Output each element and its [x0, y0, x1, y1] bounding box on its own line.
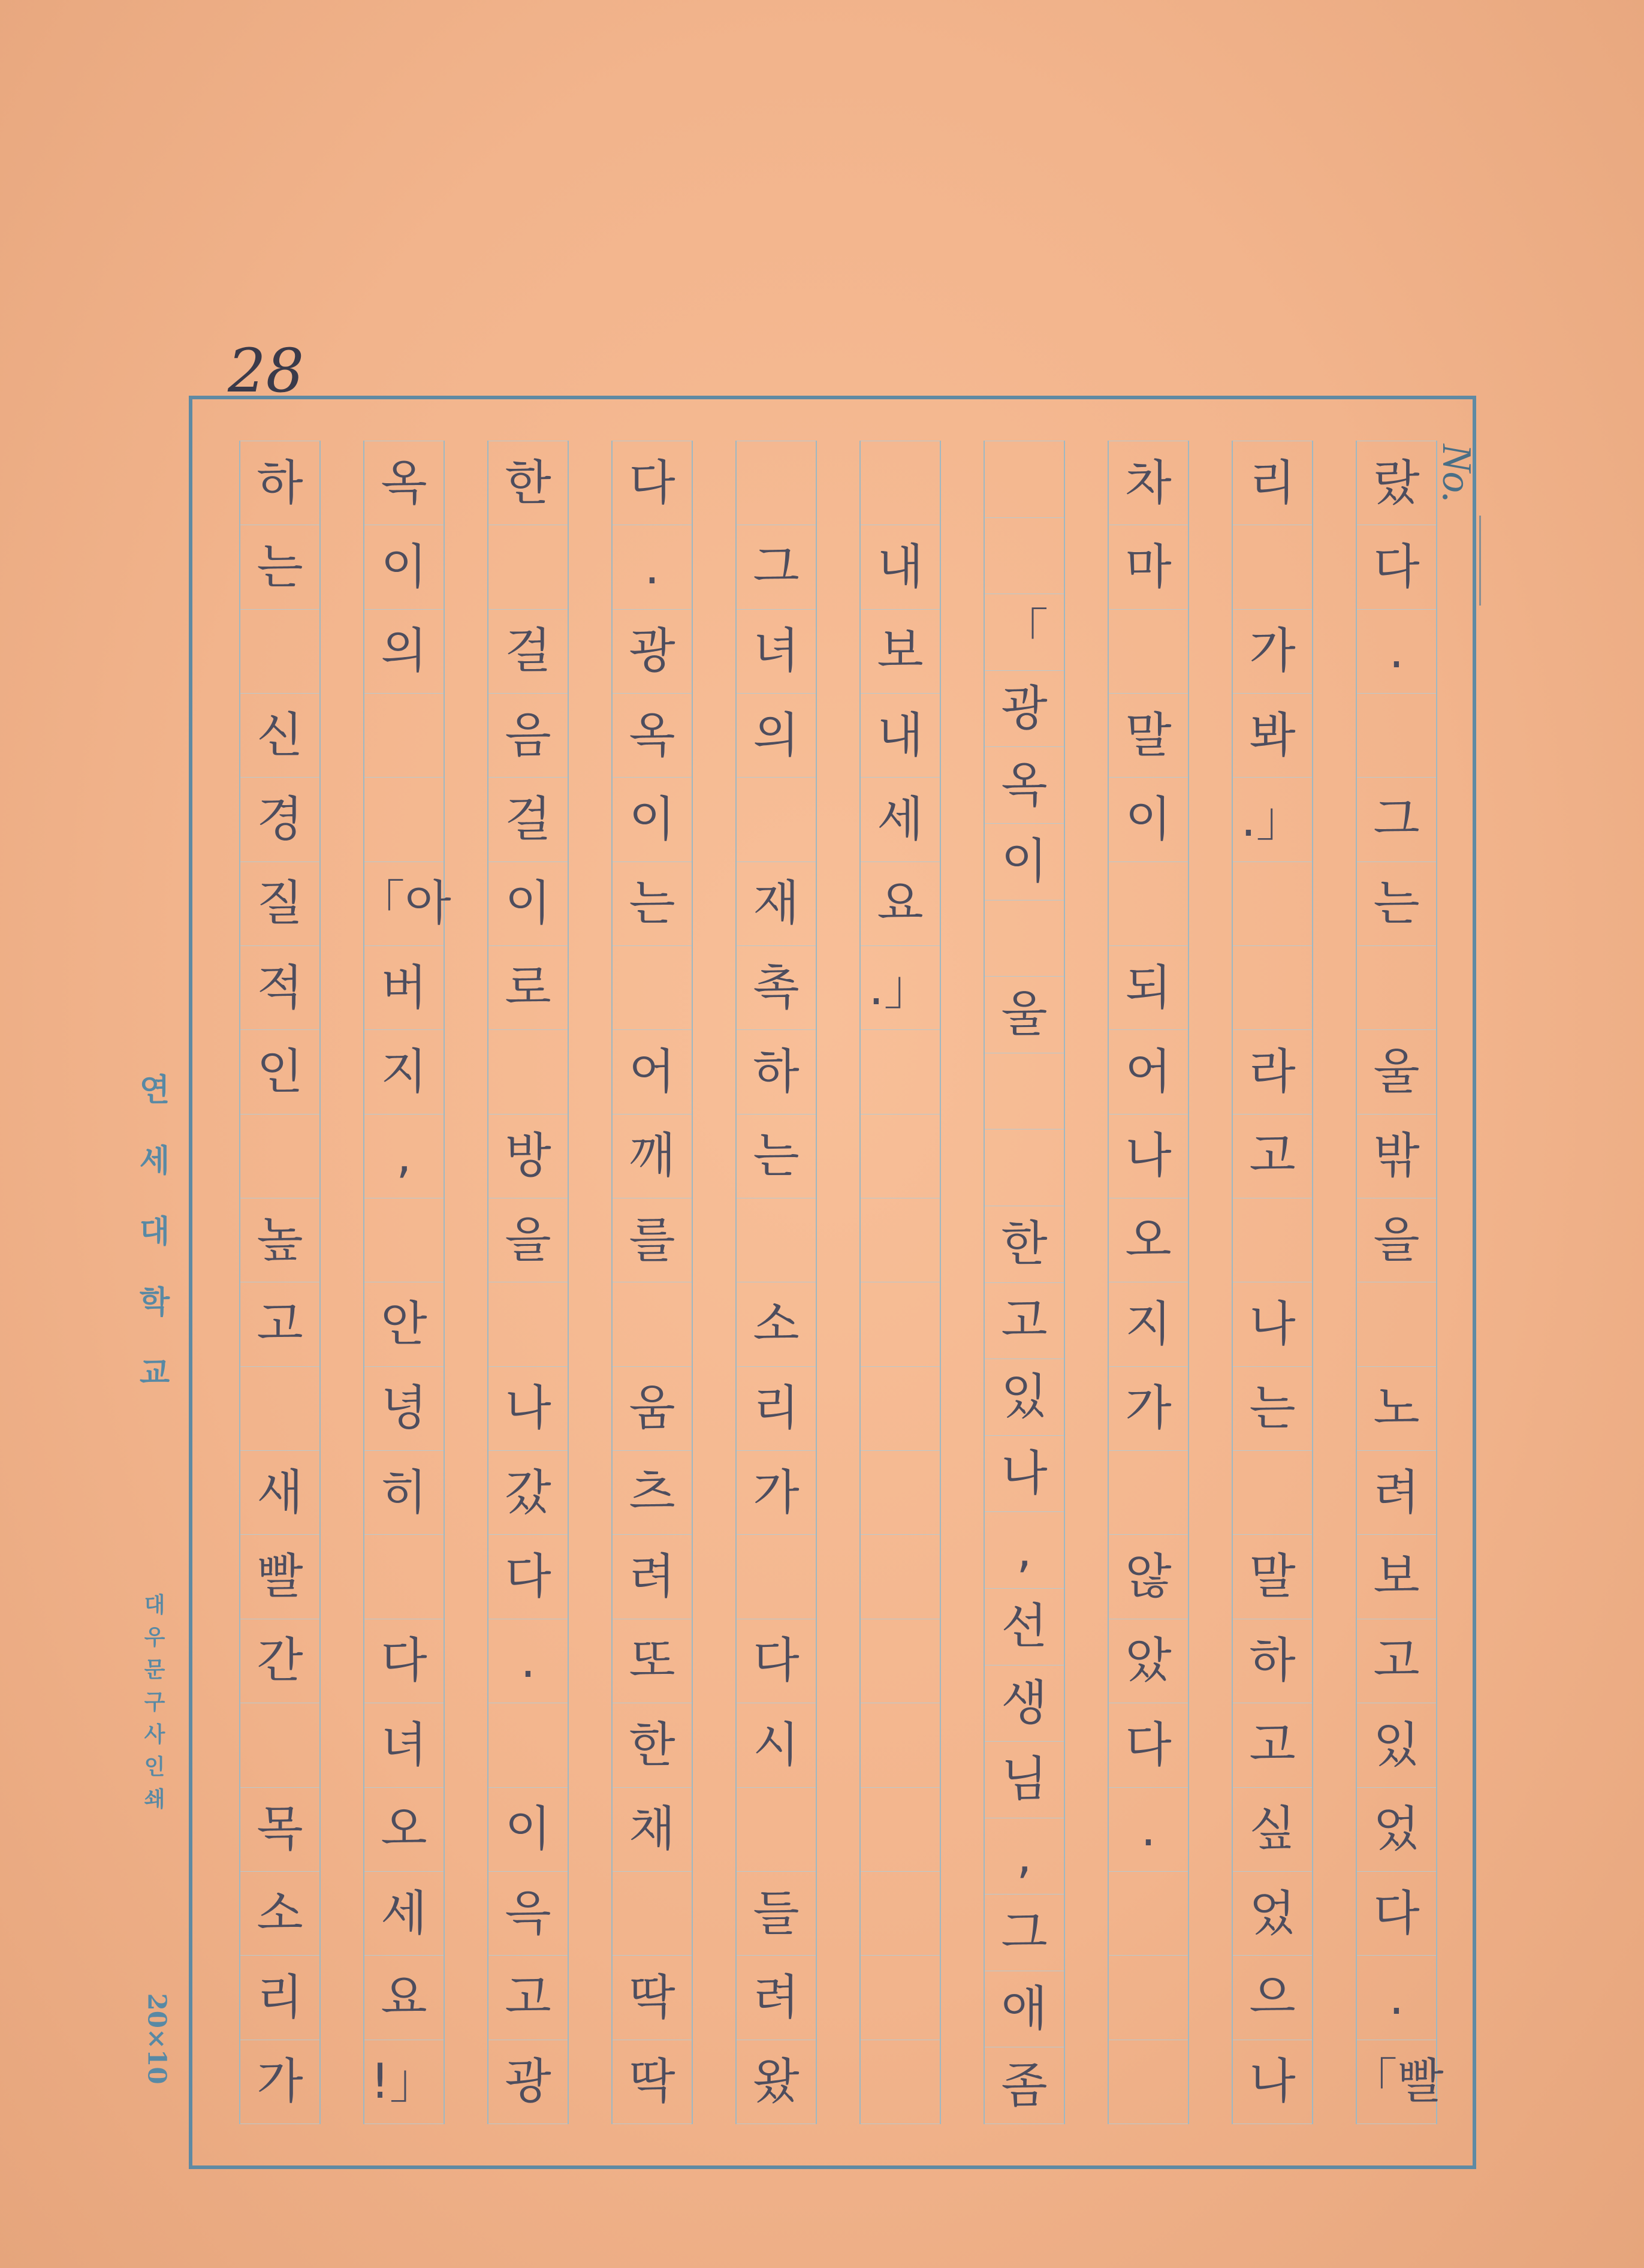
imprint-char: 대 — [144, 1592, 165, 1618]
manuscript-cell — [1109, 1451, 1188, 1535]
manuscript-cell: 어 — [1109, 1030, 1188, 1114]
manuscript-column — [735, 441, 817, 2124]
manuscript-cell — [861, 2040, 940, 2124]
manuscript-cell: 재 — [737, 862, 816, 946]
manuscript-cell — [861, 1788, 940, 1872]
manuscript-cell: 노 — [1357, 1367, 1436, 1451]
manuscript-cell: , — [364, 1115, 444, 1198]
manuscript-grid — [233, 441, 1444, 2124]
manuscript-cell: 었 — [1233, 1872, 1312, 1956]
manuscript-cell — [861, 1535, 940, 1619]
imprint-char: 학 — [139, 1284, 170, 1321]
manuscript-cell: 의 — [364, 610, 444, 694]
manuscript-cell: 깨 — [613, 1115, 692, 1198]
manuscript-cell: 다 — [737, 1619, 816, 1703]
manuscript-cell — [364, 1198, 444, 1282]
manuscript-cell: 내 — [861, 525, 940, 609]
manuscript-cell — [1233, 862, 1312, 946]
manuscript-cell: 그 — [737, 525, 816, 609]
manuscript-cell — [1109, 1872, 1188, 1956]
manuscript-cell: 는 — [737, 1115, 816, 1198]
manuscript-cell: 을 — [488, 1198, 568, 1282]
manuscript-cell: 고 — [488, 1956, 568, 2040]
manuscript-column — [1349, 441, 1444, 2124]
manuscript-cell: 려 — [1357, 1451, 1436, 1535]
manuscript-cell: 녕 — [364, 1367, 444, 1451]
manuscript-cell: 시 — [737, 1703, 816, 1787]
manuscript-cell: 새 — [240, 1451, 319, 1535]
manuscript-cell: .」 — [861, 946, 940, 1030]
manuscript-cell: 보 — [861, 610, 940, 694]
manuscript-cell: 가 — [1233, 610, 1312, 694]
manuscript-cell: 를 — [613, 1198, 692, 1282]
manuscript-cell: 신 — [240, 694, 319, 778]
manuscript-cell: 가 — [737, 1451, 816, 1535]
manuscript-cell: 라 — [1233, 1030, 1312, 1114]
manuscript-cell: 질 — [240, 862, 319, 946]
manuscript-cell: 이 — [488, 862, 568, 946]
manuscript-cell: 았 — [1109, 1619, 1188, 1703]
manuscript-cell: 인 — [240, 1030, 319, 1114]
manuscript-cell: 되 — [1109, 946, 1188, 1030]
manuscript-cell — [488, 1703, 568, 1787]
manuscript-cell: 좀 — [985, 2047, 1064, 2124]
manuscript-cell: 이 — [364, 525, 444, 609]
manuscript-cell: 로 — [488, 946, 568, 1030]
manuscript-cell — [861, 1619, 940, 1703]
manuscript-cell — [737, 1788, 816, 1872]
imprint-char: 세 — [139, 1143, 170, 1179]
manuscript-cell: , — [985, 1512, 1064, 1589]
manuscript-cell: 광 — [488, 2040, 568, 2124]
manuscript-cell: 고 — [1357, 1619, 1436, 1703]
manuscript-cell: . — [613, 525, 692, 609]
imprint-char: 우 — [144, 1625, 165, 1650]
manuscript-cell: 걸 — [488, 778, 568, 862]
manuscript-cell: 옥 — [613, 694, 692, 778]
manuscript-cell: 간 — [240, 1619, 319, 1703]
manuscript-cell: 소 — [240, 1872, 319, 1956]
manuscript-cell — [364, 694, 444, 778]
manuscript-cell — [1357, 946, 1436, 1030]
manuscript-cell — [861, 1451, 940, 1535]
manuscript-cell: 마 — [1109, 525, 1188, 609]
manuscript-cell: 다 — [1357, 1872, 1436, 1956]
manuscript-cell: 윽 — [488, 1872, 568, 1956]
imprint-char: 쇄 — [144, 1787, 165, 1812]
manuscript-cell — [1109, 610, 1188, 694]
manuscript-cell: 리 — [1233, 441, 1312, 525]
manuscript-cell: 버 — [364, 946, 444, 1030]
grid-size-label: 20×10 — [142, 1993, 172, 2085]
manuscript-cell — [861, 1956, 940, 2040]
manuscript-cell: 내 — [861, 694, 940, 778]
manuscript-cell: 나 — [1233, 1282, 1312, 1366]
manuscript-cell: 갔 — [488, 1451, 568, 1535]
manuscript-cell: 다 — [613, 441, 692, 525]
manuscript-cell: 가 — [1109, 1367, 1188, 1451]
manuscript-cell: 녀 — [737, 610, 816, 694]
manuscript-cell: 움 — [613, 1367, 692, 1451]
manuscript-cell — [985, 518, 1064, 595]
manuscript-cell: 오 — [364, 1788, 444, 1872]
manuscript-cell: 방 — [488, 1115, 568, 1198]
manuscript-cell: .」 — [1233, 778, 1312, 862]
manuscript-cell: 하 — [240, 441, 319, 525]
manuscript-cell: 소 — [737, 1282, 816, 1366]
manuscript-cell: 옥 — [985, 747, 1064, 824]
manuscript-cell — [1233, 1198, 1312, 1282]
manuscript-cell: . — [1357, 1956, 1436, 2040]
manuscript-cell: 말 — [1233, 1535, 1312, 1619]
manuscript-cell: 고 — [1233, 1703, 1312, 1787]
manuscript-cell — [861, 1115, 940, 1198]
imprint-char: 문 — [144, 1657, 165, 1682]
imprint-char: 구 — [144, 1689, 165, 1715]
manuscript-cell: 「아 — [364, 862, 444, 946]
manuscript-cell: 이 — [985, 824, 1064, 900]
manuscript-cell: 촉 — [737, 946, 816, 1030]
imprint-char: 인 — [144, 1754, 165, 1779]
manuscript-cell: 리 — [240, 1956, 319, 2040]
manuscript-cell: 봐 — [1233, 694, 1312, 778]
manuscript-cell — [1233, 525, 1312, 609]
manuscript-cell — [861, 441, 940, 525]
manuscript-cell — [1357, 1282, 1436, 1366]
manuscript-cell — [488, 1282, 568, 1366]
manuscript-cell: 생 — [985, 1665, 1064, 1742]
manuscript-cell: 츠 — [613, 1451, 692, 1535]
manuscript-cell: 또 — [613, 1619, 692, 1703]
manuscript-cell: 려 — [737, 1956, 816, 2040]
manuscript-cell: 고 — [1233, 1115, 1312, 1198]
manuscript-cell: !」 — [364, 2040, 444, 2124]
manuscript-cell: 광 — [985, 671, 1064, 748]
university-imprint — [137, 1055, 173, 1409]
manuscript-cell: 의 — [737, 694, 816, 778]
manuscript-cell: 선 — [985, 1589, 1064, 1665]
manuscript-cell — [985, 441, 1064, 518]
imprint-char: 대 — [139, 1213, 170, 1250]
manuscript-cell: 나 — [985, 1436, 1064, 1513]
manuscript-cell: 요 — [861, 862, 940, 946]
manuscript-cell: 다 — [1109, 1703, 1188, 1787]
manuscript-cell — [861, 1282, 940, 1366]
manuscript-cell: 하 — [737, 1030, 816, 1114]
manuscript-cell: . — [488, 1619, 568, 1703]
manuscript-cell — [488, 1030, 568, 1114]
manuscript-cell — [364, 778, 444, 862]
manuscript-cell: 랐 — [1357, 441, 1436, 525]
manuscript-cell: 안 — [364, 1282, 444, 1366]
manuscript-cell: 이 — [613, 778, 692, 862]
manuscript-cell: 고 — [985, 1283, 1064, 1360]
manuscript-cell: 울 — [1357, 1030, 1436, 1114]
manuscript-cell — [240, 1367, 319, 1451]
manuscript-cell — [613, 946, 692, 1030]
manuscript-cell — [861, 1703, 940, 1787]
manuscript-cell — [1233, 1451, 1312, 1535]
manuscript-cell: 그 — [1357, 778, 1436, 862]
manuscript-cell: 으 — [1233, 1956, 1312, 2040]
manuscript-cell — [240, 610, 319, 694]
manuscript-cell — [861, 1030, 940, 1114]
manuscript-cell: 오 — [1109, 1198, 1188, 1282]
manuscript-cell — [985, 900, 1064, 977]
manuscript-cell: 그 — [985, 1894, 1064, 1971]
manuscript-cell: 었 — [1357, 1788, 1436, 1872]
manuscript-cell: 딱 — [613, 1956, 692, 2040]
manuscript-cell: . — [1357, 610, 1436, 694]
manuscript-cell: 높 — [240, 1198, 319, 1282]
manuscript-cell — [613, 1872, 692, 1956]
manuscript-cell: 차 — [1109, 441, 1188, 525]
manuscript-cell: 는 — [613, 862, 692, 946]
imprint-char: 사 — [144, 1722, 165, 1747]
manuscript-cell — [1357, 694, 1436, 778]
manuscript-cell: 다 — [364, 1619, 444, 1703]
manuscript-cell: 들 — [737, 1872, 816, 1956]
manuscript-cell: 목 — [240, 1788, 319, 1872]
manuscript-column — [984, 441, 1065, 2124]
manuscript-cell: 말 — [1109, 694, 1188, 778]
manuscript-cell: 세 — [861, 778, 940, 862]
manuscript-cell: 세 — [364, 1872, 444, 1956]
manuscript-cell — [737, 1198, 816, 1282]
manuscript-cell — [737, 441, 816, 525]
manuscript-cell: 다 — [488, 1535, 568, 1619]
manuscript-cell: 「빨 — [1357, 2040, 1436, 2124]
manuscript-cell: 왔 — [737, 2040, 816, 2124]
manuscript-cell: 어 — [613, 1030, 692, 1114]
manuscript-cell: 음 — [488, 694, 568, 778]
manuscript-cell: 빨 — [240, 1535, 319, 1619]
manuscript-cell — [1109, 2040, 1188, 2124]
manuscript-cell: 경 — [240, 778, 319, 862]
manuscript-cell: 다 — [1357, 525, 1436, 609]
manuscript-cell — [613, 1282, 692, 1366]
manuscript-cell: 「 — [985, 594, 1064, 671]
manuscript-cell — [985, 1053, 1064, 1130]
manuscript-cell: 하 — [1233, 1619, 1312, 1703]
manuscript-cell: 요 — [364, 1956, 444, 2040]
manuscript-cell: 는 — [240, 525, 319, 609]
manuscript-cell: 옥 — [364, 441, 444, 525]
manuscript-cell: 고 — [240, 1282, 319, 1366]
manuscript-cell — [1109, 1956, 1188, 2040]
manuscript-column — [859, 441, 941, 2124]
manuscript-cell: . — [1109, 1788, 1188, 1872]
manuscript-cell: 을 — [1357, 1198, 1436, 1282]
page-number: 28 — [228, 336, 304, 406]
manuscript-cell: 는 — [1233, 1367, 1312, 1451]
manuscript-cell: 려 — [613, 1535, 692, 1619]
manuscript-cell: 애 — [985, 1971, 1064, 2048]
manuscript-cell — [985, 1130, 1064, 1206]
manuscript-cell: 님 — [985, 1742, 1064, 1818]
manuscript-cell: 않 — [1109, 1535, 1188, 1619]
manuscript-cell: 울 — [985, 977, 1064, 1053]
imprint-char: 교 — [139, 1355, 170, 1391]
number-field-line — [1479, 516, 1481, 606]
manuscript-cell: 한 — [613, 1703, 692, 1787]
manuscript-cell — [861, 1872, 940, 1956]
manuscript-cell: , — [985, 1818, 1064, 1895]
manuscript-column — [239, 441, 321, 2124]
manuscript-cell — [737, 778, 816, 862]
manuscript-cell: 싶 — [1233, 1788, 1312, 1872]
manuscript-cell: 는 — [1357, 862, 1436, 946]
manuscript-cell: 보 — [1357, 1535, 1436, 1619]
manuscript-cell: 히 — [364, 1451, 444, 1535]
manuscript-cell — [240, 1703, 319, 1787]
manuscript-cell — [1109, 862, 1188, 946]
manuscript-cell — [861, 1198, 940, 1282]
manuscript-cell: 나 — [1109, 1115, 1188, 1198]
manuscript-cell: 이 — [488, 1788, 568, 1872]
manuscript-cell: 이 — [1109, 778, 1188, 862]
manuscript-cell: 지 — [364, 1030, 444, 1114]
manuscript-cell — [1233, 946, 1312, 1030]
manuscript-cell — [861, 1367, 940, 1451]
manuscript-cell: 밖 — [1357, 1115, 1436, 1198]
imprint-char: 연 — [139, 1072, 170, 1109]
manuscript-cell: 딱 — [613, 2040, 692, 2124]
manuscript-column — [1232, 441, 1313, 2124]
manuscript-column — [357, 441, 451, 2124]
manuscript-column — [487, 441, 569, 2124]
manuscript-cell — [488, 525, 568, 609]
manuscript-cell: 나 — [1233, 2040, 1312, 2124]
manuscript-cell: 한 — [985, 1206, 1064, 1283]
manuscript-cell: 채 — [613, 1788, 692, 1872]
manuscript-cell: 있 — [1357, 1703, 1436, 1787]
printer-imprint — [137, 1589, 173, 1815]
manuscript-cell: 리 — [737, 1367, 816, 1451]
manuscript-cell: 있 — [985, 1359, 1064, 1436]
manuscript-cell: 녀 — [364, 1703, 444, 1787]
manuscript-column — [611, 441, 693, 2124]
manuscript-cell: 광 — [613, 610, 692, 694]
number-field-label: No. — [1434, 444, 1480, 504]
manuscript-cell — [240, 1115, 319, 1198]
manuscript-cell: 나 — [488, 1367, 568, 1451]
manuscript-column — [1108, 441, 1189, 2124]
manuscript-cell: 한 — [488, 441, 568, 525]
manuscript-cell: 지 — [1109, 1282, 1188, 1366]
manuscript-cell: 가 — [240, 2040, 319, 2124]
manuscript-cell — [364, 1535, 444, 1619]
manuscript-cell — [737, 1535, 816, 1619]
manuscript-cell: 걸 — [488, 610, 568, 694]
manuscript-cell: 적 — [240, 946, 319, 1030]
